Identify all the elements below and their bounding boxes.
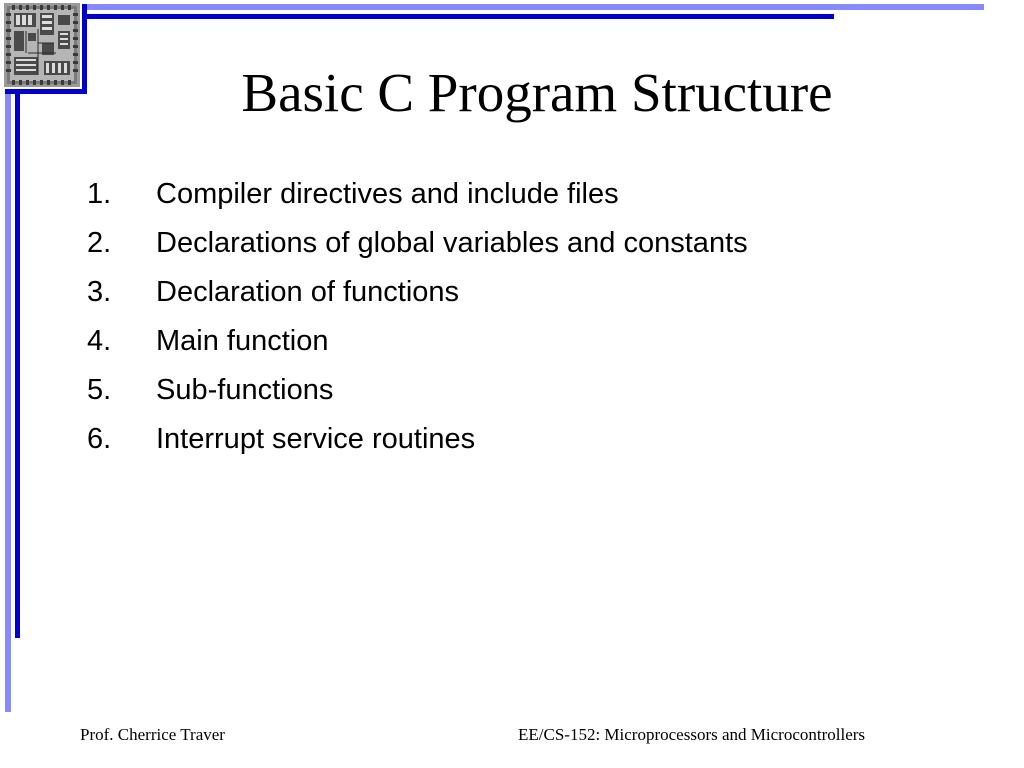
footer-course: EE/CS-152: Microprocessors and Microcontrollers [518, 725, 866, 744]
top-accent-line-dark [82, 14, 834, 19]
list-item-number: 1. [87, 178, 112, 210]
left-accent-line-dark [15, 90, 20, 638]
list-item-number: 6. [87, 423, 112, 455]
left-accent-line-light [5, 90, 11, 712]
list-item-text: Main function [156, 325, 329, 357]
list-item-number: 2. [87, 227, 112, 259]
list-item-text: Declarations of global variables and constants [156, 227, 748, 259]
list-item-number: 4. [87, 325, 112, 357]
footer-author: Prof. Cherrice Traver [80, 725, 225, 744]
slide-title: Basic C Program Structure [241, 62, 833, 123]
list-item-number: 5. [87, 374, 112, 406]
list-item-text: Interrupt service routines [156, 423, 476, 455]
list-item-text: Sub-functions [156, 374, 334, 406]
top-accent-line-light [82, 4, 984, 10]
list-item-number: 3. [87, 276, 112, 308]
list-item-text: Declaration of functions [156, 276, 460, 308]
list-item-text: Compiler directives and include files [156, 178, 619, 210]
